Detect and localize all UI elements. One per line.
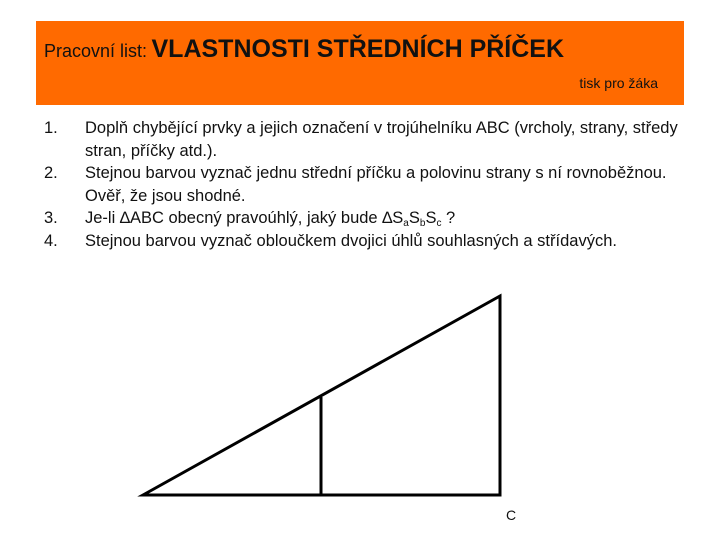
subscript-c: c	[436, 218, 442, 229]
task-number: 1.	[44, 119, 58, 137]
midpoint-s-b: S	[408, 209, 420, 227]
task-text: Stejnou barvou vyznač obloučkem dvojici úhlů souhlasných a střídavých.	[85, 231, 617, 250]
task-text: Stejnou barvou vyznač jednu střední příčku a polovinu strany s ní rovnoběžnou. Ověř, že jsou shodné.	[85, 164, 667, 205]
subscript-a: a	[403, 218, 409, 229]
midpoint-triangle-symbol: ∆S	[382, 209, 404, 227]
task-text-part: obecný pravoúhlý, jaký bude	[163, 209, 383, 227]
triangle-abc-symbol: ∆ABC	[119, 209, 164, 227]
task-number: 2.	[44, 164, 58, 182]
midpoint-s-c: S	[425, 209, 437, 227]
subscript-b: b	[419, 218, 426, 229]
task-text: Doplň chybějící prvky a jejich označení v trojúhelníku ABC (vrcholy, strany, středy stran, příčky atd.).	[85, 119, 678, 160]
task-text-part: ?	[441, 209, 456, 227]
task-number: 3.	[44, 209, 58, 227]
task-number: 4.	[44, 231, 58, 250]
task-text-part: Je-li	[85, 209, 120, 227]
vertex-label-c: C	[506, 507, 517, 523]
title-prefix: Pracovní list:	[44, 41, 148, 61]
page-subtitle: tisk pro žáka	[579, 75, 658, 91]
page-title: VLASTNOSTI STŘEDNÍCH PŘÍČEK	[151, 35, 565, 63]
